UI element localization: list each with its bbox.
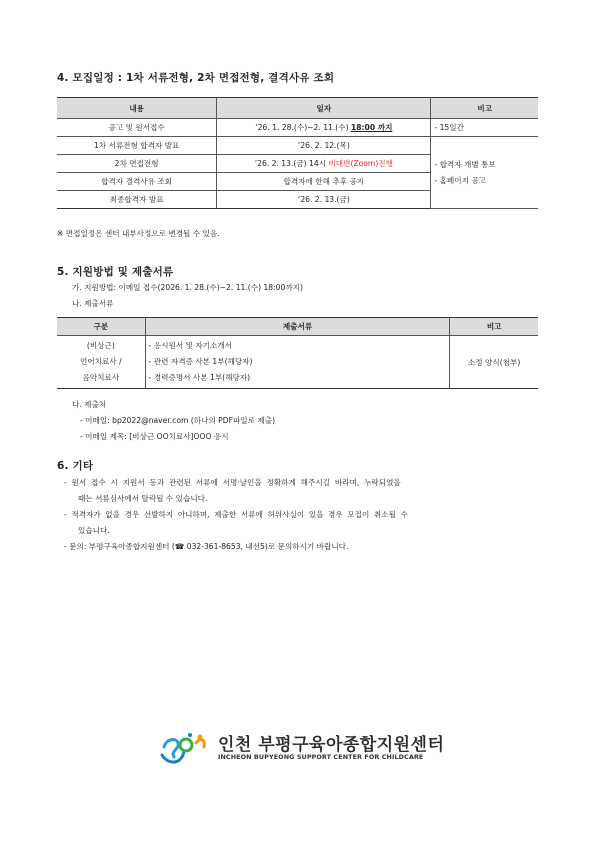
schedule-table (57, 97, 538, 209)
documents-cell: - 응시원서 및 자기소개서 - 관련 자격증 사본 1부(해당자) - 경력증명서 사본 1부(해당자) (145, 336, 450, 389)
table-row (57, 119, 538, 137)
row-date: ‘26. 2. 13.(금) (217, 191, 431, 209)
center-name-english: INCHEON BUPYEONG SUPPORT CENTER FOR CHILDCARE (218, 753, 424, 761)
online-interview-note: 비대면(Zoom)진행 (328, 159, 393, 168)
col-header-documents: 제출서류 (145, 318, 450, 336)
center-logo-icon (160, 727, 210, 767)
row-note: - 15일간 (431, 119, 538, 137)
col-header-note: 비고 (450, 318, 538, 336)
table-row (57, 336, 538, 389)
row-content: 합격자 결격사유 조회 (57, 173, 217, 191)
col-header-category: 구분 (57, 318, 145, 336)
documents-table (57, 317, 538, 389)
etc-item-2-cont: 있습니다. (78, 526, 110, 535)
center-name-korean: 인천 부평구육아종합지원센터 (218, 735, 445, 755)
email-subject: - 이메일 제목: [비상근 OO치료사]OOO 응시 (80, 432, 229, 441)
row-date: ‘26. 2. 13.(금) 14시 비대면(Zoom)진행 (217, 155, 431, 173)
etc-item-1-cont: 때는 서류심사에서 탈락될 수 있습니다. (78, 494, 208, 503)
apply-method: 가. 지원방법: 이메일 접수(2026. 1. 28.(수)~2. 11.(수) 18:00까지) (72, 283, 303, 292)
submission-email: - 이메일: bp2022@naver.com (하나의 PDF파일로 제출) (80, 416, 276, 425)
row-content: 2차 면접전형 (57, 155, 217, 173)
documents-note: 소정 양식(첨부) (450, 336, 538, 389)
row-note: - 합격자 개별 통보 - 홈페이지 공고 (431, 137, 538, 209)
etc-item-1: - 원서 접수 시 지원서 등과 관련된 서류에 서명·날인을 정확하게 해주시길 바라며, 누락되었을 (64, 478, 401, 487)
row-date: 합격자에 한해 추후 공지 (217, 173, 431, 191)
col-header-date: 일자 (217, 98, 431, 119)
table-row (57, 137, 538, 155)
col-header-content: 내용 (57, 98, 217, 119)
section-5-heading: 5. 지원방법 및 제출서류 (57, 266, 174, 278)
schedule-footnote: ※ 면접일정은 센터 내부사정으로 변경될 수 있음. (57, 229, 220, 238)
deadline-emphasis: 18:00 까지 (350, 123, 393, 132)
col-header-note: 비고 (431, 98, 538, 119)
row-content: 공고 및 원서접수 (57, 119, 217, 137)
section-4-heading: 4. 모집일정 : 1차 서류전형, 2차 면접전형, 결격사유 조회 (57, 72, 335, 84)
row-date: ‘26. 1. 28.(수)~2. 11.(수) 18:00 까지 (217, 119, 431, 137)
row-content: 최종합격자 발표 (57, 191, 217, 209)
etc-item-3: - 문의: 부평구육아종합지원센터 (☎ 032-361-8653, 내선5)로 문의하시기 바랍니다. (64, 542, 349, 551)
row-date: ‘26. 2. 12.(목) (217, 137, 431, 155)
category-cell: (비상근) 언어치료사 / 음악치료사 (57, 336, 145, 389)
section-6-heading: 6. 기타 (57, 460, 94, 472)
documents-label: 나. 제출서류 (72, 299, 114, 308)
row-content: 1차 서류전형 합격자 발표 (57, 137, 217, 155)
submission-label: 다. 제출처 (72, 400, 107, 409)
etc-item-2: - 적격자가 없을 경우 선발하지 아니하며, 제출한 서류에 허위사실이 있을 경우 모집이 취소될 수 (64, 510, 408, 519)
